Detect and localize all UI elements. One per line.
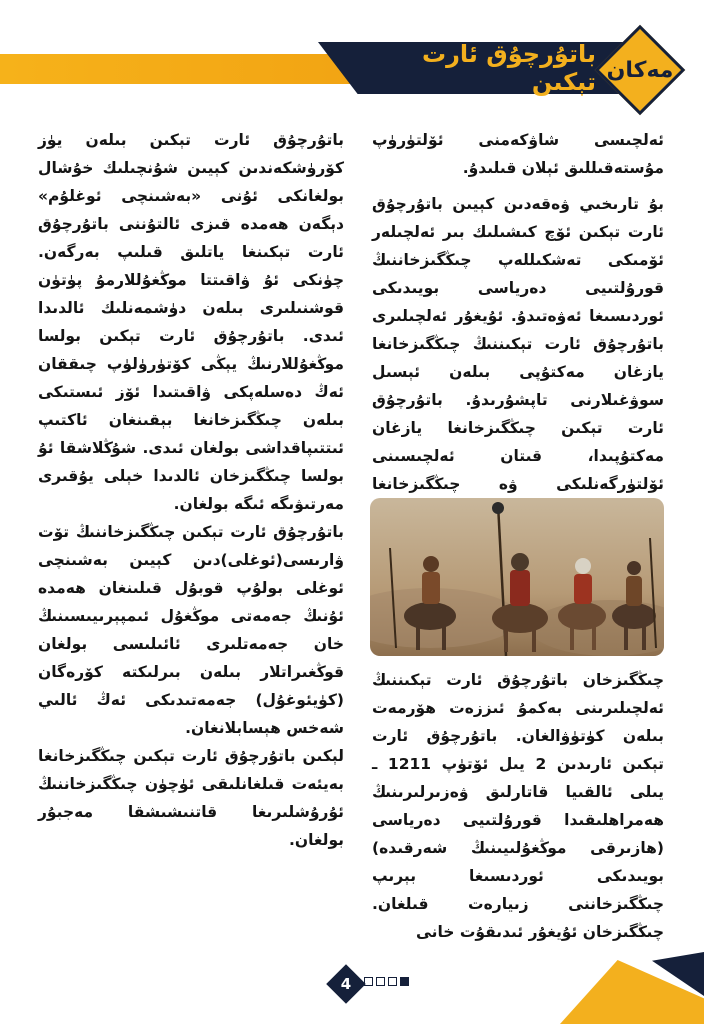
page-indicator-boxes [364,977,409,986]
article-left-column [38,126,344,854]
paragraph: بۇ تارىخىي ۋەقەدىن كېيىن باتۇرچۇق ئارت تېكىن ئۆچ كىشىلىك بىر ئەلچىلەر ئۆمىكى تەشكىللەپ چىڭگىزخاننىڭ قورۇلتىيى دەرياسى بويىدىكى ئوردىسىغا ئەۋەتىدۇ. ئۇيغۇر ئەلچىلىرى باتۇرچۇق ئارت تېكىننىڭ چىڭگىزخانغا يازغان مەكتۇپى بىلەن ئېسىل سوۋغىلارنى تاپشۇرىدۇ. باتۇرچۇق ئارت تېكىن چىڭگىزخانغا يازغان مەكتۇپىدا، قىتان ئەلچىسىنى ئۆلتۈرگەنلىكى ۋە چىڭگىزخانغا [372,195,664,493]
paragraph: ئەلچىسى شاۋكەمنى ئۆلتۈرۈپ مۇستەقىللىق ئېلان قىلىدۇ. [372,131,664,177]
header-yellow-band [0,54,360,84]
page-number-badge [326,964,366,1004]
battle-scene-image [370,498,664,656]
page-box-active [400,977,409,986]
page-number: 4 [340,975,352,993]
magazine-logo [594,24,686,116]
article-right-column-top [372,126,664,526]
logo-text: مەكان [606,57,674,83]
paragraph: لېكىن باتۇرچۇق ئارت تېكىن چىڭگىزخانغا بەيئەت قىلغانلىقى ئۈچۈن چىڭگىزخاننىڭ ئۇرۇشلىرىغا قاتنىشىشقا مەجبۇر بولغان. [38,747,344,849]
page-box [376,977,385,986]
page-title: باتۇرچۇق ئارت تېكىن [421,40,596,96]
page-box [388,977,397,986]
article-right-column-bottom [372,666,664,946]
paragraph: باتۇرچۇق ئارت تېكىن چىڭگىزخاننىڭ تۆت ۋارىسى(ئوغلى)دىن كېيىن بەشىنچى ئوغلى بولۇپ قوبۇل قىلىنغان ھەمدە ئۇنىڭ جەمەتى موڭغۇل ئىمپېرىيىسىنىڭ خان جەمەتلىرى ئائىلىسى بولغان قوڭغىراتلار بىلەن بىرلىكتە كۆرەگان (كۈيئوغۇل) جەمەتىدىكى ئەڭ ئالىي شەخس ھېسابلانغان. [38,523,344,737]
paragraph: باتۇرچۇق ئارت تېكىن بىلەن يۈز كۆرۈشكەندىن كېيىن شۇنچىلىك خۇشال بولغانكى ئۇنى «بەشىنچى ئوغلۇم» دېگەن ھەمدە قىزى ئالتۇننى باتۇرچۇق ئارت تېكىنغا ياتلىق قىلىپ بەرگەن. چۈنكى ئۇ ۋاقىتتا موڭغۇللارمۇ پۈتۈن قوشنىلىرى بىلەن دۈشمەنلىك ئالدىدا ئىدى. باتۇرچۇق ئارت تېكىن بولسا موڭغۇللارنىڭ يېڭى كۆتۈرۈلۈپ چىققان ئەڭ دەسلەپكى ۋاقىتىدا ئۆز ئىستىكى بىلەن چىڭگىزخانغا بېقىنغان ئاكتىپ ئىتتىپاقداشى بولغان ئىدى. شۇڭلاشقا ئۇ بولسا چىڭگىزخان ئالدىدا خېلى يۇقىرى مەرتىۋىگە ئىگە بولغان. [38,131,344,513]
page-box [364,977,373,986]
paragraph: چىڭگىزخان باتۇرچۇق ئارت تېكىننىڭ ئەلچىلىرىنى بەكمۇ ئىززەت ھۆرمەت بىلەن كۈتۈۋالغان. باتۇرچۇق ئارت تېكىن ئارىدىن 2 يىل ئۆتۈپ 1211 ـ يىلى ئالقىيا قاتارلىق ۋەزىرلىرىنىڭ ھەمراھلىقىدا قورۇلتىيى دەرياسى (ھازىرقى موڭغۇلىيىنىڭ شەرقىدە) بويىدىكى ئوردىسىغا بېرىپ چىڭگىزخاننى زىيارەت قىلغان. چىڭگىزخان ئۇيغۇر ئىدىقۇت خانى [372,671,664,941]
